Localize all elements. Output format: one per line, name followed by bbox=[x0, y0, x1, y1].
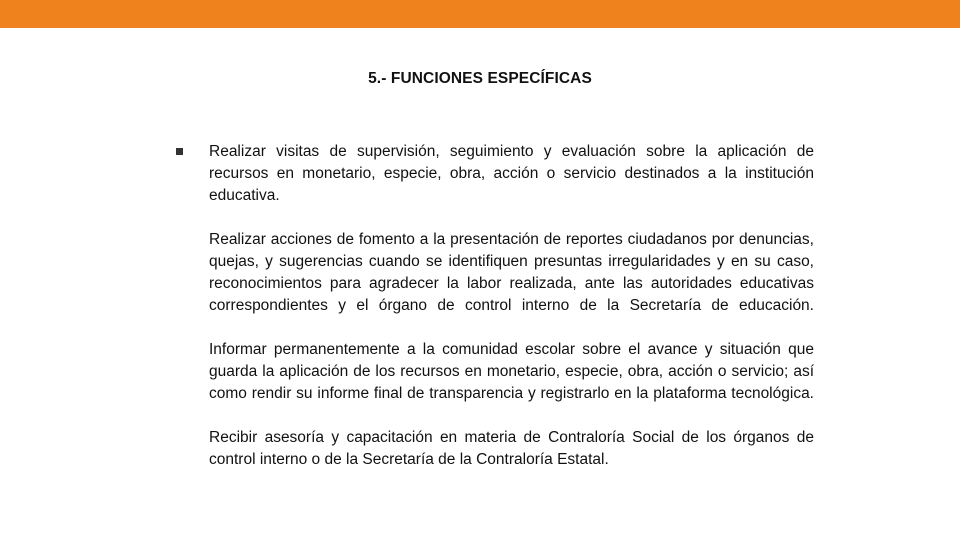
function-paragraph-4 bbox=[209, 427, 814, 471]
function-paragraph-3 bbox=[209, 339, 814, 405]
function-paragraph-2 bbox=[209, 229, 814, 317]
function-text-3: Informar permanentemente a la comunidad escolar sobre el avance y situación que guarda la aplicación de los recursos en monetario, especie, obra, acción o servicio; así como rendir su informe final de transparencia y registrarlo en la plataforma tecnológica. bbox=[209, 341, 814, 402]
function-paragraph-1 bbox=[209, 141, 814, 207]
square-bullet-icon bbox=[176, 148, 183, 155]
function-text-4: Recibir asesoría y capacitación en materia de Contraloría Social de los órganos de control interno o de la Secretaría de la Contraloría Estatal. bbox=[209, 429, 814, 468]
function-text-1: Realizar visitas de supervisión, seguimiento y evaluación sobre la aplicación de recursos en monetario, especie, obra, acción o servicio destinados a la institución educativa. bbox=[209, 143, 814, 204]
functions-list bbox=[209, 141, 814, 493]
function-text-2: Realizar acciones de fomento a la presentación de reportes ciudadanos por denuncias, quejas, y sugerencias cuando se identifiquen presuntas irregularidades y en su caso, reconocimientos para agradecer la labor realizada, ante las autoridades educativas correspondientes y el órgano de control interno de la Secretaría de educación. bbox=[209, 231, 814, 314]
page-title: 5.- FUNCIONES ESPECÍFICAS bbox=[368, 70, 592, 87]
header-accent-bar bbox=[0, 0, 960, 28]
